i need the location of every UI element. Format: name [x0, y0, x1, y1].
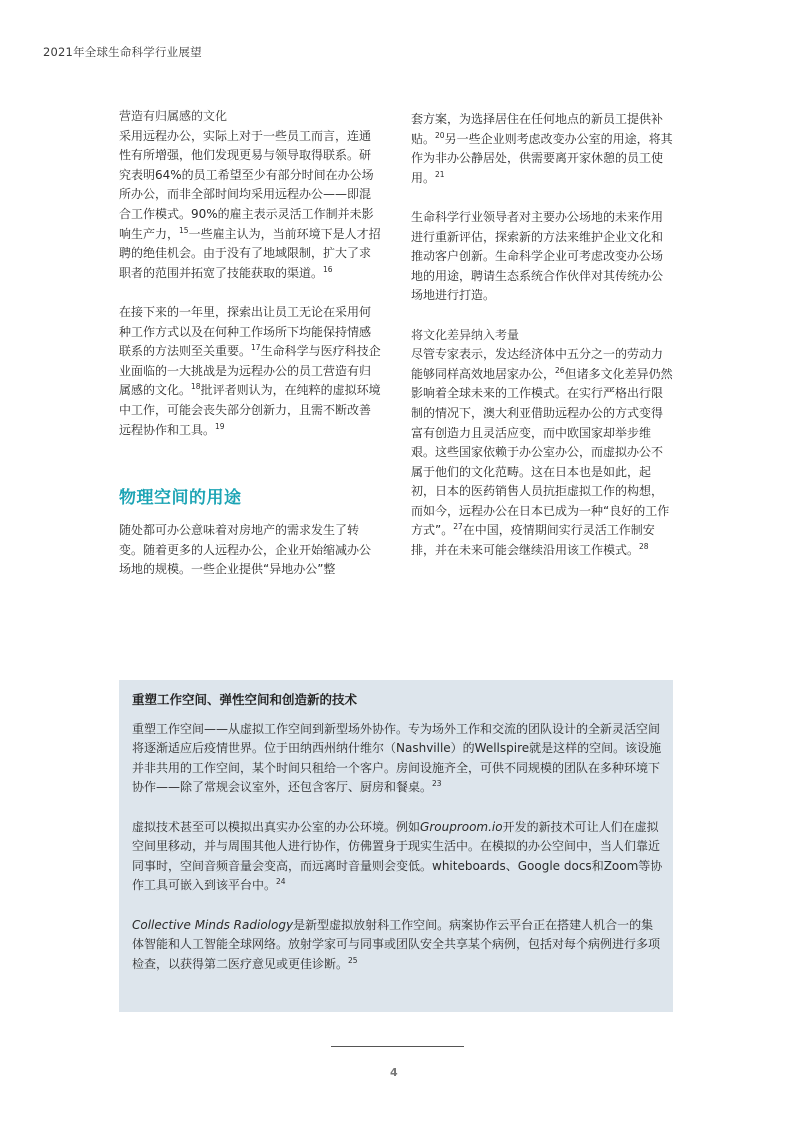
footnote-ref: 18	[191, 382, 201, 392]
page-header: 2021年全球生命科学行业展望	[43, 45, 202, 59]
footnote-ref: 15	[179, 225, 189, 235]
left-column	[119, 107, 381, 440]
sidebar-box	[119, 680, 673, 1012]
paragraph: 尽管专家表示，发达经济体中五分之一的劳动力能够同样高效地居家办公，$^{26}$但诸多文化差异仍然影响着全球未来的工作模式。在实行严格出行限制的情况下，澳大利亚借助远程办公的方式变得富有创造力且灵活应变，而中欧国家却举步维艰。这些国家依赖于办公室办公，而虚拟办公不属于他们的文化范畴。这在日本也是如此，起初，日本的医药销售人员抗拒虚拟工作的构想，而如今，远程办公在日本已成为一种“良好的工作方式”。$^{27}$在中国，疫情期间实行灵活工作制安排，并在未来可能会继续沿用该工作模式。$^{28}$	[411, 347, 673, 558]
footnote-ref: 24	[276, 877, 286, 887]
footnote-ref: 23	[432, 779, 442, 789]
footnote-ref: 19	[215, 421, 225, 431]
paragraph: 在接下来的一年里，探索出让员工无论在采用何种工作方式以及在何种工作场所下均能保持情感联系的方法则至关重要。$^{17}$生命科学与医疗科技企业面临的一大挑战是为远程办公的员工营造有归属感的文化。$^{18}$批评者则认为，在纯粹的虚拟环境中工作，可能会丧失部分创新力，且需不断改善远程协作和工具。$^{19}$	[119, 304, 381, 437]
paragraph: 随处都可办公意味着对房地产的需求发生了转变。随着更多的人远程办公，企业开始缩减办公场地的规模。一些企业提供“异地办公”整	[119, 523, 372, 577]
page-number: 4	[390, 1066, 398, 1079]
footnote-ref: 28	[639, 542, 649, 552]
footer-divider	[331, 1046, 464, 1047]
footnote-ref: 16	[323, 264, 333, 274]
box-paragraph: 重塑工作空间——从虚拟工作空间到新型场外协作。专为场外工作和交流的团队设计的全新灵活空间将逐渐适应后疫情世界。位于田纳西州纳什维尔（Nashville）的Wellspire就是这样的空间。该设施并非共用的工作空间，某个时间只租给一个客户。房间设施齐全，可供不同规模的团队在多种环境下协作——除了常规会议室外，还包含客厅、厨房和餐桌。$^{23}$	[132, 721, 662, 795]
right-column	[411, 110, 673, 561]
footnote-ref: 27	[453, 522, 463, 532]
footnote-ref: 25	[348, 955, 358, 965]
section-title-physical-space: 物理空间的用途	[119, 488, 242, 508]
box-paragraph: 虚拟技术甚至可以模拟出真实办公室的办公环境。例如Grouproom.io开发的新技术可让人们在虚拟空间里移动，并与周围其他人进行协作，仿佛置身于现实生活中。在模拟的办公空间中，当人们靠近同事时，空间音频音量会变高，而远离时音量则会变低。whiteboards、Google docs和Zoom等协作工具可嵌入到该平台中。$^{24}$	[132, 819, 663, 893]
paragraph: 套方案，为选择居住在任何地点的新员工提供补贴。$^{20}$另一些企业则考虑改变办公室的用途，将其作为非办公静居处，供需要离开家休憩的员工使用。$^{21}$	[411, 112, 673, 185]
box-paragraph: Collective Minds Radiology是新型虚拟放射科工作空间。病案协作云平台正在搭建人机合一的集体智能和人工智能全球网络。放射学家可与同事或团队安全共享某个病例，包括对每个病例进行多项检查，以获得第二医疗意见或更佳诊断。$^{25}$	[132, 917, 661, 971]
subheading-belonging: 营造有归属感的文化	[119, 109, 228, 123]
paragraph: 采用远程办公，实际上对于一些员工而言，连通性有所增强，他们发现更易与领导取得联系。研究表明64%的员工希望至少有部分时间在办公场所办公，而非全部时间均采用远程办公——即混合工作模式。90%的雇主表示灵活工作制并未影响生产力，$^{15}$一些雇主认为，当前环境下是人才招聘的绝佳机会。由于没有了地域限制，扩大了求职者的范围并拓宽了技能获取的渠道。$^{16}$	[119, 128, 381, 280]
footnote-ref: 21	[435, 169, 445, 179]
box-title: 重塑工作空间、弹性空间和创造新的技术	[132, 692, 358, 707]
left-column-lower	[119, 521, 381, 580]
footnote-ref: 17	[251, 343, 261, 353]
footnote-ref: 20	[435, 130, 445, 140]
subheading-cultural-differences: 将文化差异纳入考量	[411, 327, 520, 342]
paragraph: 生命科学行业领导者对主要办公场地的未来作用进行重新评估，探索新的方法来维护企业文化和推动客户创新。生命科学企业可考虑改变办公场地的用途，聘请生态系统合作伙伴对其传统办公场地进行打造。	[411, 209, 664, 303]
footnote-ref: 26	[555, 365, 565, 375]
